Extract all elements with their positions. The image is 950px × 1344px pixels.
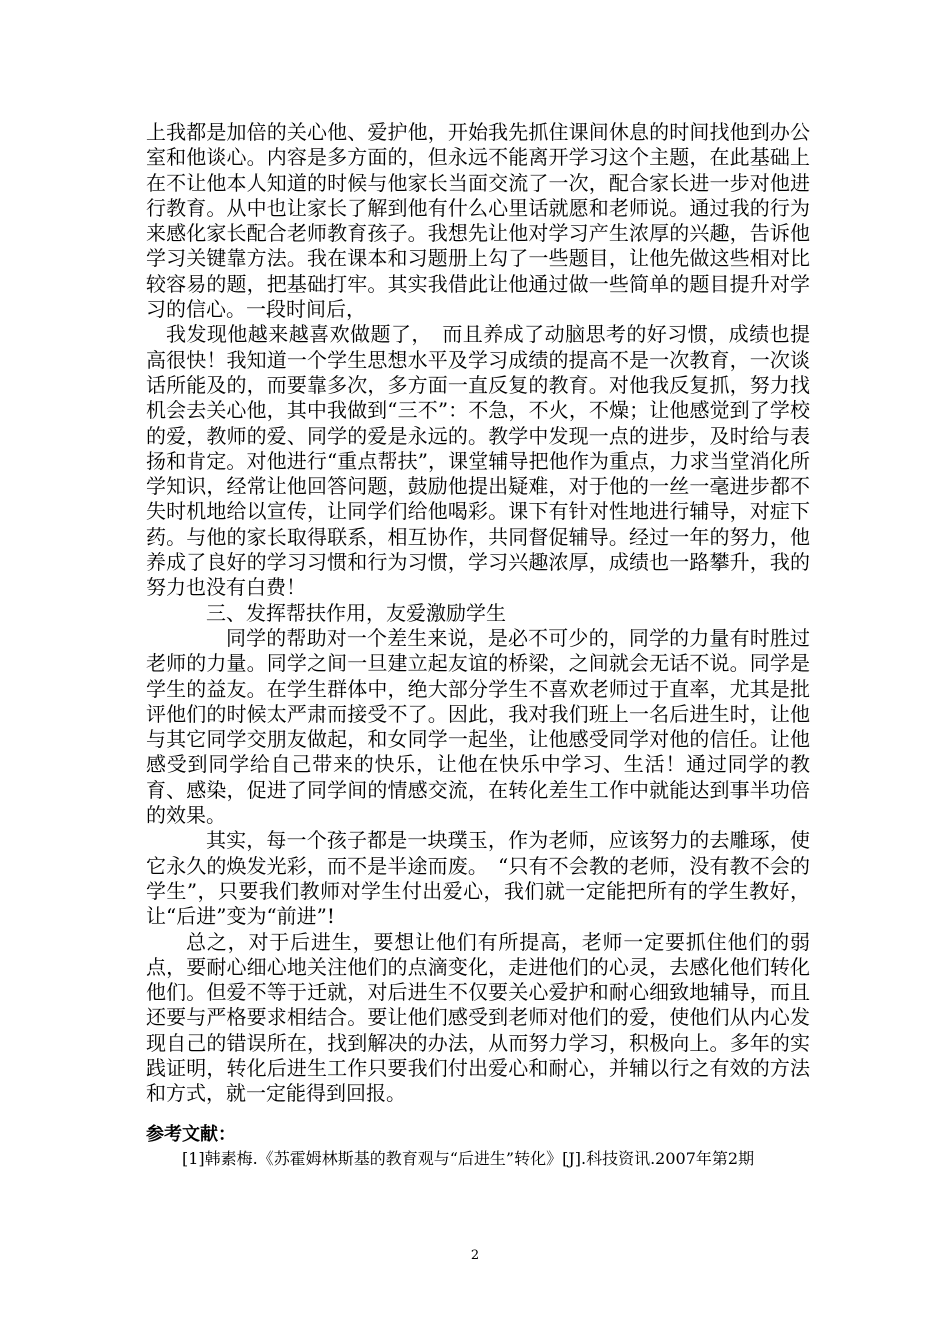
paragraph-peer-help: 同学的帮助对一个差生来说，是必不可少的，同学的力量有时胜过老师的力量。同学之间一旦建立起友谊的桥梁，之间就会无话不说。同学是学生的益友。在学生群体中，绝大部分学生不喜欢老师过于直率，尤其是批评他们的时候太严肃而接受不了。因此，我对我们班上一名后进生时，让他与其它同学交朋友做起，和女同学一起坐，让他感受同学对他的信任。让他感受到同学给自己带来的快乐，让他在快乐中学习、生活！通过同学的教育、感染，促进了同学间的情感交流，在转化差生工作中就能达到事半功倍的效果。 [146, 625, 810, 828]
section-heading: 三、发挥帮扶作用，友爱激励学生 [206, 600, 506, 625]
spacer [146, 1107, 810, 1119]
reference-item: [1]韩素梅.《苏霍姆林斯基的教育观与“后进生”转化》[J].科技资讯.2007年第2期 [182, 1148, 755, 1168]
paragraph-continued: 上我都是加倍的关心他、爱护他，开始我先抓住课间休息的时间找他到办公室和他谈心。内容是多方面的，但永远不能离开学习这个主题，在此基础上在不让他本人知道的时候与他家长当面交流了一次，配合家长进一步对他进行教育。从中也让家长了解到他有什么心里话就愿和老师说。通过我的行为来感化家长配合老师教育孩子。我想先让他对学习产生浓厚的兴趣，告诉他学习关键靠方法。我在课本和习题册上勾了一些题目，让他先做这些相对比较容易的题，把基础打牢。其实我借此让他通过做一些简单的题目提升对学习的信心。一段时间后， [146, 120, 810, 322]
page-number: 2 [470, 1248, 480, 1263]
paragraph-progress: 我发现他越来越喜欢做题了， 而且养成了动脑思考的好习惯，成绩也提高很快！我知道一个学生思想水平及学习成绩的提高不是一次教育，一次谈话所能及的，而要靠多次，多方面一直反复的教育。对他我反复抓，努力找机会去关心他，其中我做到“三不”：不急，不火，不燥；让他感觉到了学校的爱，教师的爱、同学的爱是永远的。教学中发现一点的进步，及时给与表扬和肯定。对他进行“重点帮扶”，课堂辅导把他作为重点，力求当堂消化所学知识，经常让他回答问题，鼓励他提出疑难，对于他的一丝一毫进步都不失时机地给以宣传，让同学们给他喝彩。课下有针对性地进行辅导，对症下药。与他的家长取得联系，相互协作，共同督促辅导。经过一年的努力，他养成了良好的学习习惯和行为习惯，学习兴趣浓厚，成绩也一路攀升，我的努力也没有白费！ [146, 322, 810, 600]
paragraph-jade: 其实，每一个孩子都是一块璞玉，作为老师，应该努力的去雕琢，使它永久的焕发光彩，而不是半途而废。 “只有不会教的老师，没有教不会的学生”，只要我们教师对学生付出爱心，我们就一定能把所有的学生教好，让“后进”变为“前进”! [146, 828, 810, 929]
references-title: 参考文献： [146, 1123, 236, 1145]
body-text [146, 120, 810, 1171]
paragraph-summary: 总之，对于后进生，要想让他们有所提高，老师一定要抓住他们的弱点，要耐心细心地关注他们的点滴变化，走进他们的心灵，去感化他们转化他们。但爱不等于迁就，对后进生不仅要关心爱护和耐心细致地辅导，而且还要与严格要求相结合。要让他们感受到老师对他们的爱，使他们从内心发现自己的错误所在，找到解决的办法，从而努力学习，积极向上。多年的实践证明，转化后进生工作只要我们付出爱心和耐心，并辅以行之有效的方法和方式，就一定能得到回报。 [146, 929, 810, 1106]
